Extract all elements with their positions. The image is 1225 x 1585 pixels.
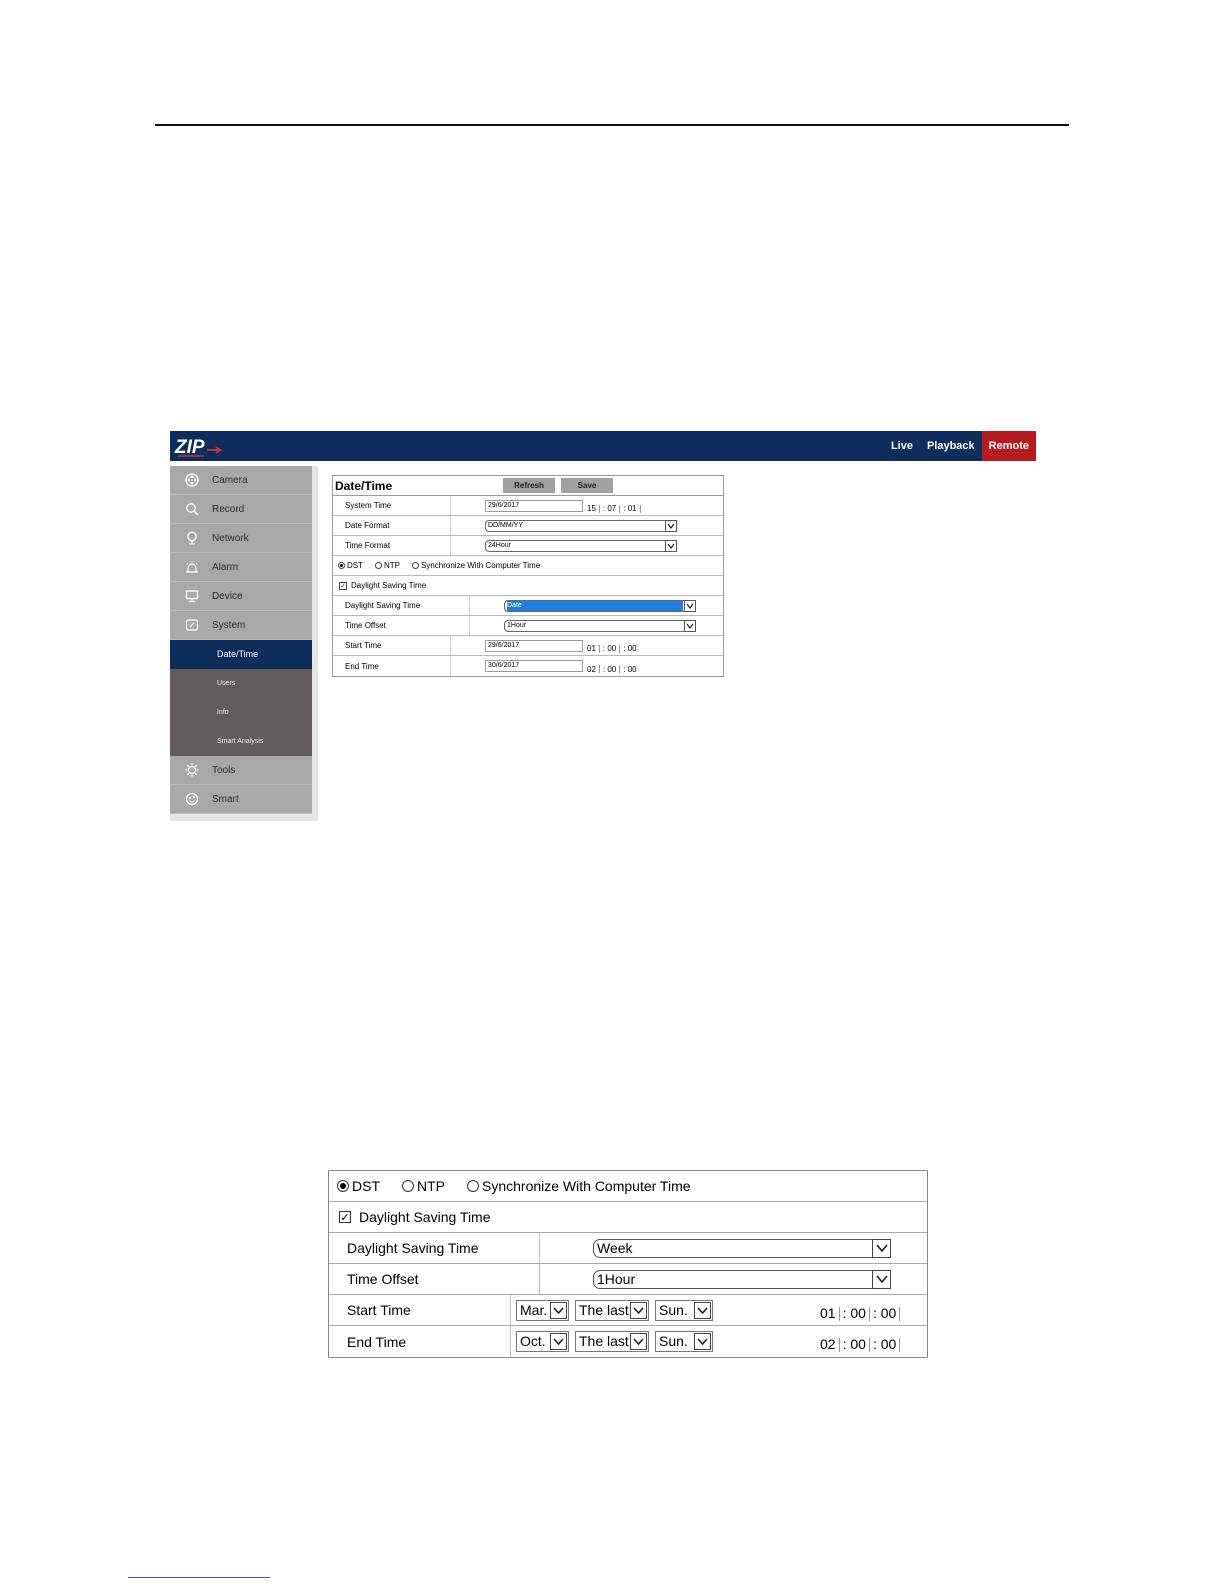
sidebar-item-tools[interactable] xyxy=(170,756,312,785)
radio-dot xyxy=(467,1180,479,1192)
system-second[interactable]: 01 xyxy=(627,504,637,513)
time-offset-value: 1Hour xyxy=(597,1270,636,1287)
chevron-down-icon xyxy=(630,1333,647,1350)
search-icon xyxy=(184,501,200,517)
dst-mode-row xyxy=(333,596,723,616)
start-time-row xyxy=(329,1295,927,1326)
sidebar-item-smart[interactable] xyxy=(170,785,312,814)
submenu-item-info[interactable]: Info xyxy=(217,709,229,716)
radio-dot-selected xyxy=(337,1180,349,1192)
time-offset-select[interactable] xyxy=(504,620,696,632)
start-month-value: Mar. xyxy=(520,1301,548,1318)
sidebar-item-device[interactable] xyxy=(170,582,312,611)
submenu-item-date-time[interactable]: Date/Time xyxy=(170,640,312,669)
end-time-label: End Time xyxy=(333,656,451,676)
end-time-row xyxy=(333,656,723,676)
chevron-down-icon xyxy=(872,1270,891,1289)
sidebar-item-label: System xyxy=(212,619,246,631)
top-nav xyxy=(884,431,1036,461)
top-bar xyxy=(170,431,1036,461)
page-title: Date/Time xyxy=(335,478,393,493)
dst-mode-row xyxy=(329,1233,927,1264)
end-second[interactable]: 00 xyxy=(880,1336,897,1352)
chevron-down-icon xyxy=(630,1302,647,1319)
start-hour[interactable]: 01 xyxy=(820,1305,836,1321)
submenu-item-smart-analysis[interactable]: Smart Analysis xyxy=(217,738,264,745)
radio-sync-computer[interactable] xyxy=(412,561,540,570)
end-week-select[interactable] xyxy=(575,1331,649,1352)
radio-ntp[interactable] xyxy=(402,1178,445,1194)
dst-enable-row xyxy=(329,1202,927,1233)
dst-checkbox[interactable]: ✓ xyxy=(340,1211,350,1224)
refresh-button[interactable]: Refresh xyxy=(503,478,555,493)
chevron-down-icon xyxy=(550,1333,567,1350)
chevron-down-icon xyxy=(550,1302,567,1319)
time-format-select[interactable] xyxy=(485,540,677,552)
end-time-clock: 02 : 00 : 00 xyxy=(587,664,637,674)
zip-logo xyxy=(174,434,222,458)
sync-mode-row xyxy=(329,1171,927,1202)
sync-mode-row xyxy=(333,556,723,576)
start-day-value: Sun. xyxy=(659,1301,688,1318)
sidebar-item-network[interactable] xyxy=(170,524,312,553)
start-week-select[interactable] xyxy=(575,1300,649,1321)
dst-mode-select[interactable] xyxy=(593,1239,891,1258)
radio-sync-computer[interactable] xyxy=(467,1178,691,1194)
chevron-down-icon xyxy=(694,1333,711,1350)
start-time-label: Start Time xyxy=(333,636,451,655)
end-week-value: The last xyxy=(579,1333,629,1349)
sidebar xyxy=(170,466,318,821)
nav-playback[interactable]: Playback xyxy=(926,440,975,452)
system-icon xyxy=(184,617,200,633)
sidebar-item-label: Device xyxy=(212,590,243,602)
start-hour[interactable]: 01 xyxy=(587,644,596,653)
end-hour[interactable]: 02 xyxy=(587,664,596,674)
save-button[interactable]: Save xyxy=(561,478,613,493)
time-offset-label: Time Offset xyxy=(329,1264,540,1294)
system-time-label: System Time xyxy=(333,496,451,515)
time-offset-row xyxy=(329,1264,927,1295)
start-minute[interactable]: 00 xyxy=(850,1305,866,1321)
monitor-icon xyxy=(184,588,200,604)
end-day-select[interactable] xyxy=(655,1331,713,1352)
chevron-down-icon xyxy=(872,1239,891,1258)
end-day-value: Sun. xyxy=(659,1333,688,1349)
radio-sync-label: Synchronize With Computer Time xyxy=(421,561,541,570)
sidebar-item-label: Camera xyxy=(212,474,248,486)
sidebar-item-alarm[interactable] xyxy=(170,553,312,582)
dst-mode-value: Week xyxy=(597,1239,633,1256)
start-minute[interactable]: 00 xyxy=(607,644,617,653)
nav-remote[interactable]: Remote xyxy=(982,431,1036,461)
start-time-clock: 01 : 00 : 00 xyxy=(820,1305,903,1321)
sidebar-item-label: Alarm xyxy=(212,561,239,573)
start-month-select[interactable] xyxy=(516,1300,569,1321)
radio-dot xyxy=(412,562,419,569)
chevron-down-icon xyxy=(665,540,677,552)
time-offset-value: 1Hour xyxy=(507,621,527,629)
radio-sync-label: Synchronize With Computer Time xyxy=(482,1178,691,1194)
start-time-clock: 01 : 00 : 00 xyxy=(587,644,637,653)
radio-dst-label: DST xyxy=(352,1178,380,1194)
end-minute[interactable]: 00 xyxy=(850,1336,866,1352)
dst-enable-row xyxy=(333,576,723,596)
dst-mode-value: Date xyxy=(507,601,683,611)
dvr-web-screenshot xyxy=(170,431,1036,821)
chevron-down-icon xyxy=(684,600,696,612)
dst-week-settings xyxy=(328,1170,928,1358)
date-format-row xyxy=(333,516,723,536)
svg-text:ZIP: ZIP xyxy=(175,437,205,458)
submenu-item-users[interactable]: Users xyxy=(217,680,236,687)
end-hour[interactable]: 02 xyxy=(820,1336,836,1352)
time-format-row xyxy=(333,536,723,556)
sidebar-item-label: Tools xyxy=(212,764,236,776)
time-offset-label: Time Offset xyxy=(333,616,470,635)
start-second[interactable]: 00 xyxy=(880,1305,897,1321)
sidebar-item-camera[interactable] xyxy=(170,466,312,495)
start-second[interactable]: 00 xyxy=(627,644,637,653)
chevron-down-icon xyxy=(684,620,696,632)
system-date-input[interactable]: 29/6/2017 xyxy=(485,500,583,512)
end-date-input[interactable]: 30/6/2017 xyxy=(485,660,583,672)
dst-checkbox-label: Daylight Saving Time xyxy=(351,581,427,590)
sidebar-item-system[interactable] xyxy=(170,611,312,640)
radio-ntp-label: NTP xyxy=(384,561,400,570)
radio-dot xyxy=(375,562,382,569)
radio-dst[interactable] xyxy=(337,1178,380,1194)
sidebar-item-label: Network xyxy=(212,532,249,544)
start-time-row xyxy=(333,636,723,656)
system-hour[interactable]: 15 xyxy=(587,504,596,513)
system-submenu xyxy=(170,640,312,756)
sidebar-item-label: Smart xyxy=(212,793,239,805)
dst-checkbox[interactable]: ✓ xyxy=(340,582,346,590)
end-time-label: End Time xyxy=(329,1326,511,1357)
end-second[interactable]: 00 xyxy=(627,664,637,674)
system-time-clock: 15 : 07 : 01 xyxy=(587,504,644,513)
radio-dst-label: DST xyxy=(347,561,363,570)
dst-mode-label: Daylight Saving Time xyxy=(329,1233,540,1263)
dst-mode-label: Daylight Saving Time xyxy=(333,596,470,615)
footer-link-underline xyxy=(128,1577,270,1578)
radio-ntp[interactable] xyxy=(375,561,400,570)
time-format-label: Time Format xyxy=(333,536,451,555)
dst-checkbox-label: Daylight Saving Time xyxy=(359,1209,491,1225)
start-time-label: Start Time xyxy=(329,1295,511,1325)
time-offset-select[interactable] xyxy=(593,1270,891,1289)
sidebar-item-label: Record xyxy=(212,503,245,515)
time-format-value: 24Hour xyxy=(488,541,511,549)
camera-icon xyxy=(184,472,200,488)
start-week-value: The last xyxy=(579,1301,629,1318)
chevron-down-icon xyxy=(694,1302,711,1319)
date-time-panel xyxy=(332,475,724,677)
end-month-value: Oct. xyxy=(520,1333,546,1349)
time-offset-row xyxy=(333,616,723,636)
radio-dot-selected xyxy=(338,562,345,569)
alarm-icon xyxy=(184,559,200,575)
end-time-row xyxy=(329,1326,927,1357)
panel-header xyxy=(333,476,723,496)
header-rule xyxy=(155,124,1069,126)
start-date-input[interactable]: 29/6/2017 xyxy=(485,640,583,652)
sidebar-item-record[interactable] xyxy=(170,495,312,524)
end-month-select[interactable] xyxy=(516,1331,569,1352)
date-format-label: Date Format xyxy=(333,516,451,535)
network-icon xyxy=(184,530,200,546)
dst-mode-select[interactable] xyxy=(504,600,696,612)
system-minute[interactable]: 07 xyxy=(607,504,617,513)
gear-icon xyxy=(184,762,200,778)
radio-dst[interactable] xyxy=(338,561,363,570)
system-time-row xyxy=(333,496,723,516)
smart-icon xyxy=(184,791,200,807)
date-format-value: DD/MM/YY xyxy=(488,521,523,529)
radio-dot xyxy=(402,1180,414,1192)
date-format-select[interactable] xyxy=(485,520,677,532)
end-time-clock: 02 : 00 : 00 xyxy=(820,1336,903,1352)
radio-ntp-label: NTP xyxy=(417,1178,445,1194)
end-minute[interactable]: 00 xyxy=(607,664,617,674)
nav-live[interactable]: Live xyxy=(890,440,913,452)
start-day-select[interactable] xyxy=(655,1300,713,1321)
chevron-down-icon xyxy=(665,520,677,532)
